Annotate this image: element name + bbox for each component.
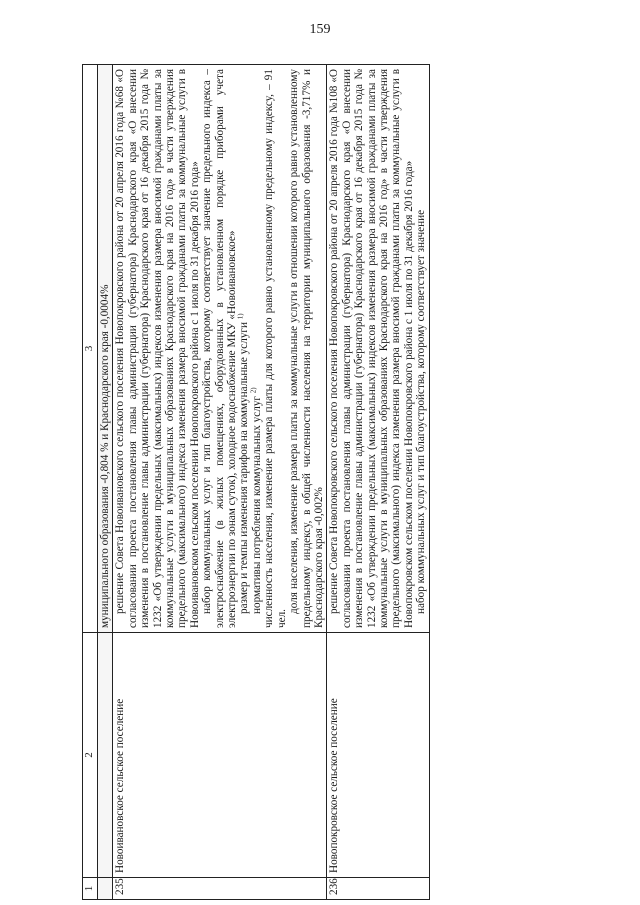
- continued-text: муниципального образования -0,804 % и Краснодарского края -0,0004%: [98, 65, 113, 633]
- settlement-name: Новоивановское сельское поселение: [113, 633, 327, 878]
- header-col-3: 3: [83, 65, 98, 633]
- continued-row: [98, 65, 113, 900]
- share-line: доля населения, изменение размера платы за коммунальные услуги в отношении которого равно установленному предельному индексу, в общей численности населения на территории муниципального образования -3,717% и Краснодарского края -0,002%: [288, 69, 325, 628]
- utility-set-paragraph: набор коммунальных услуг и тип благоустройства, которому соответствует значение предельного индекса – электроснабжение (в жилых помещениях, оборудованных в установленном порядке приборами учета электроэнергии по зонам суток), холодное водоснабжение МКУ «Новоивановское»: [201, 69, 239, 628]
- tariff-line: размер и темпы изменения тарифов на коммунальные услуги $^{1)}$: [236, 313, 251, 614]
- settlement-name: Новопокровское сельское поселение: [327, 633, 429, 878]
- row-number: 236: [327, 878, 429, 900]
- norm-line: нормативы потребления коммунальных услуг $^{2)}$: [249, 387, 263, 614]
- decision-paragraph: решение Совета Новопокровского сельского поселения Новопокровского района от 20 апреля 2016 года №108 «О согласовании проекта постановления главы администрации (губернатора) Краснодарского края «О внесении изменения в постановление главы администрации (губернатора) Краснодарского края от 16 декабря 2015 года № 1232 «Об утверждении предельных (максимальных) индексов изменения размера вносимой гражданами платы за коммунальные услуги в муниципальных образованиях Краснодарского края на 2016 год» в части утверждения предельного (максимального) индекса изменения размера вносимой гражданами платы за коммунальные услуги в Новопокровском сельском поселении Новопокровского района с 1 июля по 31 декабря 2016 года»: [328, 69, 415, 628]
- header-col-2: 2: [83, 633, 98, 878]
- row-details: [113, 65, 327, 633]
- rotated-table-sheet: [82, 65, 537, 900]
- utility-set-paragraph: набор коммунальных услуг и тип благоустройства, которому соответствует значение: [415, 209, 428, 614]
- row-number: 235: [113, 878, 327, 900]
- header-col-1: 1: [83, 878, 98, 900]
- decision-paragraph: решение Совета Новоивановского сельского поселения Новопокровского района от 20 апреля 2016 года №68 «О согласовании проекта постановления главы администрации (губернатора) Краснодарского края «О внесении изменения в постановление главы администрации (губернатора) Краснодарского края от 16 декабря 2015 года № 1232 «Об утверждении предельных (максимальных) индексов изменения размера вносимой гражданами платы за коммунальные услуги в муниципальных образованиях Краснодарского края на 2016 год» в части утверждения предельного (максимального) индекса изменения размера вносимой гражданами платы за коммунальные услуги в Новоивановском сельском поселении Новопокровского района с 1 июля по 31 декабря 2016 года»: [114, 69, 201, 628]
- row-details: [327, 65, 429, 633]
- settlements-table: [82, 64, 430, 900]
- page-number: 159: [309, 22, 331, 37]
- table-header-row: [83, 65, 98, 900]
- population-line: численность населения, изменение размера платы для которого равно установленному предельному индексу, – 91 чел.: [263, 69, 288, 628]
- table-row: [327, 65, 429, 900]
- table-row: [113, 65, 327, 900]
